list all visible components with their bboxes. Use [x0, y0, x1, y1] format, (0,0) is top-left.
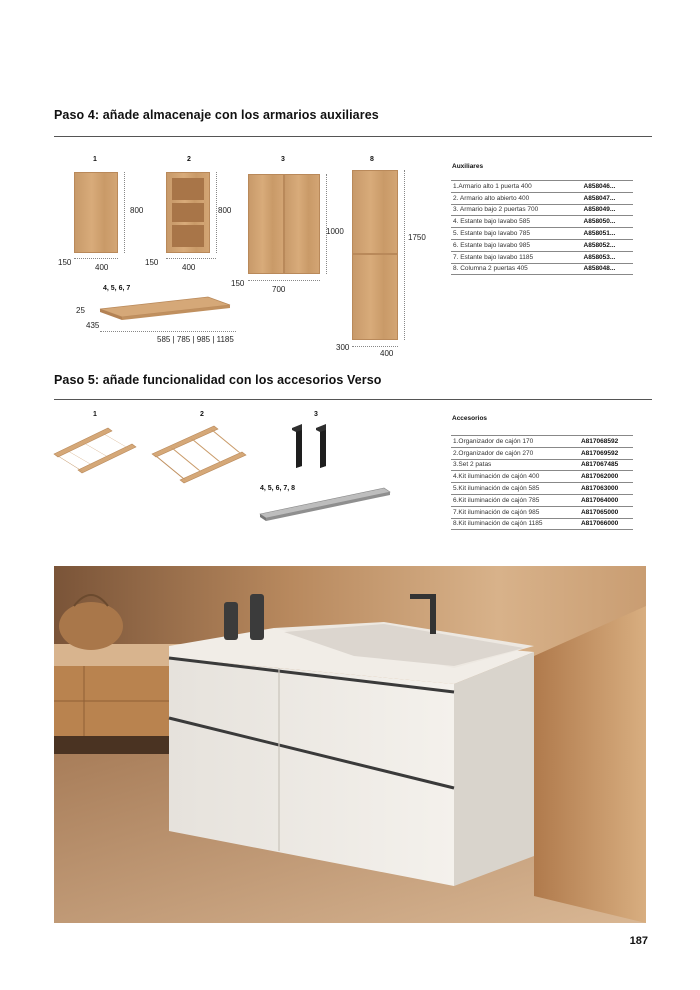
item-code: A858047...	[570, 192, 633, 204]
item-description: 6.Kit iluminación de cajón 785	[451, 494, 567, 506]
dimension-width: 400	[380, 349, 394, 358]
item-description: 2.Organizador de cajón 270	[451, 447, 567, 459]
dimension-width: 400	[182, 263, 196, 272]
drawer-light-kit-icon	[256, 484, 396, 524]
accessory-4-8-number: 4, 5, 6, 7, 8	[260, 485, 296, 492]
page-number: 187	[629, 935, 648, 947]
item-code: A817068592	[567, 436, 633, 448]
item-description: 8. Columna 2 puertas 405	[451, 263, 570, 275]
drawer-organizer-270	[150, 424, 248, 486]
item-description: 8.Kit iluminación de cajón 1185	[451, 518, 567, 530]
item-code: A858049...	[570, 204, 633, 216]
table-row	[451, 436, 633, 448]
item-code: A858050...	[570, 216, 633, 228]
item-3-number: 3	[281, 156, 285, 163]
item-code: A817063000	[567, 483, 633, 495]
item-code: A817064000	[567, 494, 633, 506]
bathroom-scene	[54, 566, 646, 923]
dimension-line	[100, 331, 236, 332]
item-code: A858053...	[570, 251, 633, 263]
item-description: 7. Estante bajo lavabo 1185	[451, 251, 570, 263]
item-description: 2. Armario alto abierto 400	[451, 192, 570, 204]
table-row	[451, 459, 633, 471]
item-8-number: 8	[370, 156, 374, 163]
item-description: 3. Armario bajo 2 puertas 700	[451, 204, 570, 216]
tall-cabinet-1-door	[74, 172, 118, 253]
dimension-height: 1750	[408, 233, 426, 242]
accessory-3-number: 3	[314, 411, 318, 418]
dimension-height: 1000	[326, 227, 344, 236]
table-row	[451, 192, 633, 204]
legs-set-icon	[288, 422, 334, 472]
dimension-width: 400	[95, 263, 109, 272]
table-row	[451, 518, 633, 530]
low-cabinet-2-doors	[248, 174, 320, 274]
item-code: A817069592	[567, 447, 633, 459]
bathroom-photo	[54, 566, 646, 923]
column-2-doors	[352, 170, 398, 340]
dimension-line	[248, 280, 320, 281]
dimension-line	[74, 258, 118, 259]
shelf-number: 4, 5, 6, 7	[103, 285, 131, 292]
table-row	[451, 204, 633, 216]
dimension-depth: 150	[145, 258, 159, 267]
dimension-line	[352, 346, 398, 347]
item-description: 4.Kit iluminación de cajón 400	[451, 471, 567, 483]
item-description: 7.Kit iluminación de cajón 985	[451, 506, 567, 518]
dimension-widths: 585 | 785 | 985 | 1185	[157, 335, 234, 344]
table-row	[451, 494, 633, 506]
dimension-line	[166, 258, 216, 259]
item-description: 4. Estante bajo lavabo 585	[451, 216, 570, 228]
tall-cabinet-open	[166, 172, 210, 253]
accessory-1-number: 1	[93, 411, 97, 418]
item-description: 1.Organizador de cajón 170	[451, 436, 567, 448]
item-2-number: 2	[187, 156, 191, 163]
table-row	[451, 251, 633, 263]
dimension-height: 800	[130, 206, 144, 215]
table-row	[451, 506, 633, 518]
dimension-depth: 435	[86, 321, 100, 330]
dimension-line	[124, 172, 125, 253]
step4-divider	[54, 136, 652, 137]
dimension-line	[404, 170, 405, 340]
drawer-organizer-170	[52, 424, 138, 482]
table-row	[451, 181, 633, 193]
dimension-depth: 150	[231, 279, 245, 288]
table-row	[451, 263, 633, 275]
table-row	[451, 228, 633, 240]
item-code: A858048...	[570, 263, 633, 275]
item-code: A817065000	[567, 506, 633, 518]
table-row	[451, 216, 633, 228]
item-description: 6. Estante bajo lavabo 985	[451, 239, 570, 251]
item-code: A858051...	[570, 228, 633, 240]
auxiliares-table-title: Auxiliares	[452, 163, 484, 170]
item-description: 1.Armario alto 1 puerta 400	[451, 181, 570, 193]
table-row	[451, 239, 633, 251]
dimension-thickness: 25	[76, 306, 85, 315]
accesorios-table-title: Accesorios	[452, 415, 488, 422]
dimension-depth: 300	[336, 343, 350, 352]
item-code: A817066000	[567, 518, 633, 530]
item-code: A817067485	[567, 459, 633, 471]
table-row	[451, 447, 633, 459]
item-description: 5.Kit iluminación de cajón 585	[451, 483, 567, 495]
accessory-2-number: 2	[200, 411, 204, 418]
accesorios-table	[451, 435, 633, 530]
under-basin-shelf	[96, 295, 236, 327]
auxiliares-table	[451, 180, 633, 275]
dimension-line	[326, 174, 327, 274]
table-row	[451, 471, 633, 483]
dimension-line	[216, 172, 217, 253]
item-code: A858052...	[570, 239, 633, 251]
item-description: 3.Set 2 patas	[451, 459, 567, 471]
step5-divider	[54, 399, 652, 400]
item-description: 5. Estante bajo lavabo 785	[451, 228, 570, 240]
dimension-height: 800	[218, 206, 232, 215]
table-row	[451, 483, 633, 495]
item-code: A858046...	[570, 181, 633, 193]
item-1-number: 1	[93, 156, 97, 163]
step5-title: Paso 5: añade funcionalidad con los accesorios Verso	[54, 373, 382, 387]
item-code: A817062000	[567, 471, 633, 483]
dimension-width: 700	[272, 285, 286, 294]
dimension-depth: 150	[58, 258, 72, 267]
step4-title: Paso 4: añade almacenaje con los armarios auxiliares	[54, 108, 379, 122]
